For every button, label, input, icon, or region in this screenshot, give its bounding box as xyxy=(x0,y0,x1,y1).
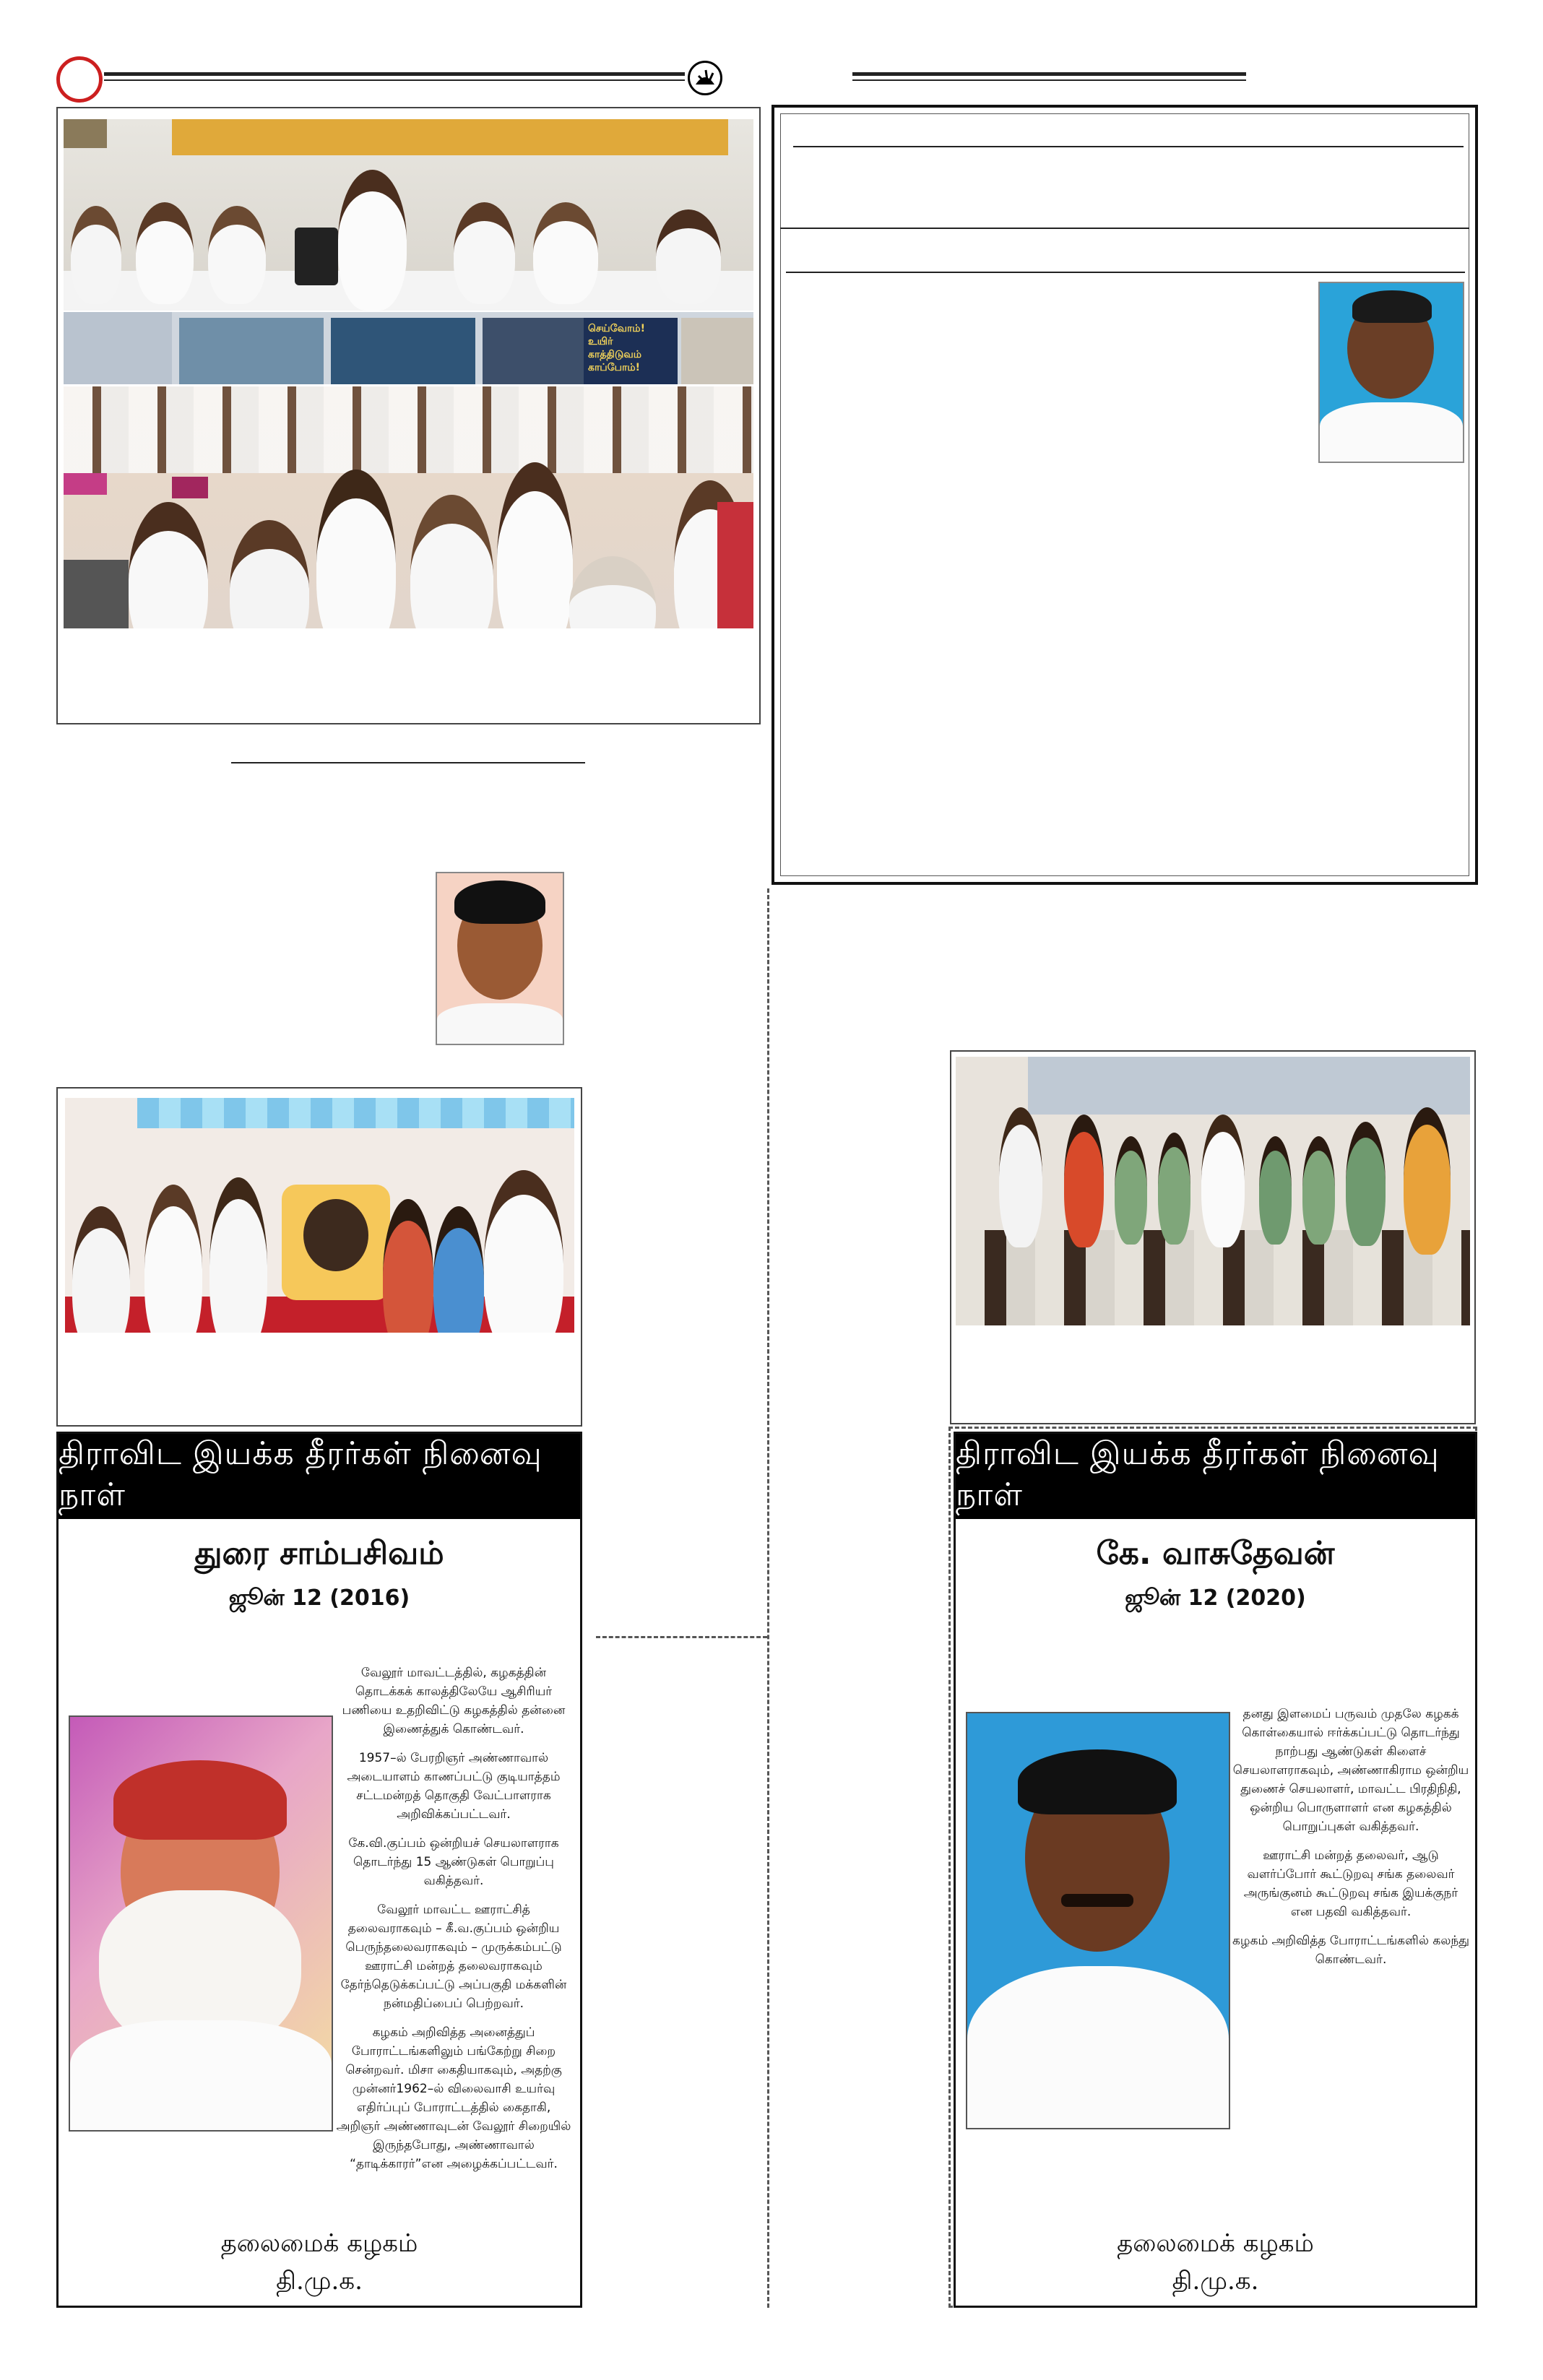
rising-sun-emblem-icon xyxy=(688,61,722,95)
right-header-rule xyxy=(852,72,1246,76)
left-article-portrait xyxy=(436,872,564,1045)
article-section-rule xyxy=(780,228,1469,229)
memorial-footer xyxy=(956,2225,1475,2300)
section-logo-icon xyxy=(56,56,103,103)
memorial-footer-party: தி.மு.க. xyxy=(1172,2267,1259,2295)
bio-paragraph: வேலூர் மாவட்டத்தில், கழகத்தின் தொடக்கக் காலத்திலேயே ஆசிரியர் பணியை உதறிவிட்டு கழகத்தில் தன்னை இணைத்துக் கொண்டவர். xyxy=(342,1666,566,1736)
memorial-footer-party: தி.மு.க. xyxy=(276,2267,363,2295)
article-section-rule xyxy=(786,272,1465,273)
memorial-name: துரை சாம்பசிவம் xyxy=(194,1535,444,1572)
memorial-date: ஜூன் 12 (2020) xyxy=(1125,1585,1306,1611)
memorial-portrait xyxy=(69,1715,333,2132)
article-title-rule xyxy=(793,146,1464,147)
right-header-rule-thin xyxy=(852,79,1246,81)
bio-paragraph: கழகம் அறிவித்த போராட்டங்களில் கலந்து கொண்டவர். xyxy=(1232,1934,1469,1967)
banner-sign-line: காப்போம்! xyxy=(588,362,641,373)
bio-paragraph: 1957–ல் பேரறிஞர் அண்ணாவால் அடையாளம் காணப்பட்டு குடியாத்தம் சட்டமன்றத் தொகுதி வேட்பாளராக அறிவிக்கப்பட்டவர். xyxy=(347,1751,561,1822)
memorial-date: ஜூன் 12 (2016) xyxy=(228,1585,410,1611)
memorial-box xyxy=(56,1432,582,2308)
bio-paragraph: ஊராட்சி மன்றத் தலைவர், ஆடு வளர்ப்போர் கூட்டுறவு சங்க தலைவர் அருங்குனம் கூட்டுறவு சங்க இயக்குநர் என பதவி வகித்தவர். xyxy=(1243,1848,1458,1919)
memorial-name: கே. வாசுதேவன் xyxy=(1096,1535,1335,1572)
right-article-portrait xyxy=(1318,282,1464,463)
bio-paragraph: கழகம் அறிவித்த அனைத்துப் போராட்டங்களிலும் பங்கேற்று சிறை சென்றவர். மிசா கைதியாகவும், அதற்கு முன்னர்1962–ல் விலைவாசி உயர்வு எதிர்ப்புப் போராட்டத்தில் கைதாகி, அறிஞர் அண்ணாவுடன் வேலூர் சிறையில் இருந்தபோது, அண்ணாவால் “தாடிக்காரர்”என அழைக்கப்பட்டவர். xyxy=(336,2025,571,2171)
bio-paragraph: தனது இளமைப் பருவம் முதலே கழகக் கொள்கையால் ஈர்க்கப்பட்டு தொடர்ந்து நாற்பது ஆண்டுகள் கிளைச் செயலாளராகவும், அண்ணாகிராம ஒன்றிய துணைச் செயலாளர், மாவட்ட பிரதிநிதி, ஒன்றிய பொருளாளர் என கழகத்தில் பொறுப்புகள் வகித்தவர். xyxy=(1232,1707,1469,1834)
school-children-photo xyxy=(956,1057,1470,1325)
bio-paragraph: வேலூர் மாவட்ட ஊராட்சித் தலைவராகவும் – கீ.வ.குப்பம் ஒன்றிய பெருந்தலைவராகவும் – முருக்கம்பட்டு ஊராட்சி மன்றத் தலைவராகவும் தேர்ந்தெடுக்கப்பட்டு அப்பகுதி மக்களின் நன்மதிப்பைப் பெற்றவர். xyxy=(340,1903,567,2011)
memorial-box xyxy=(954,1432,1477,2308)
masthead-rule xyxy=(104,72,685,76)
bio-paragraph: கே.வி.குப்பம் ஒன்றியச் செயலாளராக தொடர்ந்து 15 ஆண்டுகள் பொறுப்பு வகித்தவர். xyxy=(348,1836,559,1888)
meeting-audience-photo xyxy=(64,386,753,628)
memorial-banner: திராவிட இயக்க தீரர்கள் நினைவு நாள் xyxy=(59,1434,580,1519)
memorial-footer-org: தலைமைக் கழகம் xyxy=(220,2229,418,2258)
memorial-footer xyxy=(59,2225,580,2300)
memorial-banner: திராவிட இயக்க தீரர்கள் நினைவு நாள் xyxy=(956,1434,1475,1519)
banner-sign-line: செய்வோம்! xyxy=(588,323,645,334)
masthead-rule-thin xyxy=(104,79,685,81)
article-divider-rule xyxy=(231,762,585,763)
column-divider-horizontal xyxy=(596,1636,767,1638)
memorial-portrait xyxy=(966,1712,1230,2129)
banner-sign-line: காத்திடுவம் xyxy=(588,349,642,360)
column-divider xyxy=(767,888,769,2308)
banner-sign-line: உயிர் xyxy=(588,336,613,347)
celebration-photo xyxy=(65,1098,574,1333)
meeting-stage-photo xyxy=(64,119,753,311)
memorial-footer-org: தலைமைக் கழகம் xyxy=(1117,2229,1314,2258)
memorial-bio xyxy=(334,1663,573,2184)
meeting-banner-strip xyxy=(64,312,753,384)
memorial-bio xyxy=(1232,1705,1470,1979)
